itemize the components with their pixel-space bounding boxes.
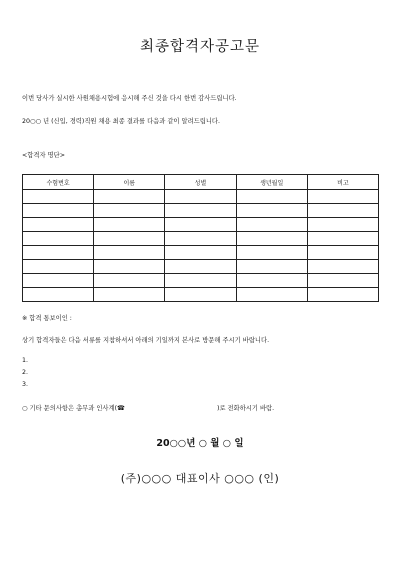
table-row	[23, 218, 379, 232]
table-cell	[307, 204, 378, 218]
table-cell	[236, 232, 307, 246]
intro-line-1: 이번 당사가 실시한 사원채용시험에 응시해 주신 것을 다시 한번 감사드립니다.	[22, 95, 237, 102]
document-item: 1.	[22, 357, 29, 364]
table-cell	[236, 246, 307, 260]
notice-heading: ※ 합격 통보이인 :	[22, 315, 72, 322]
document-item: 2.	[22, 369, 29, 376]
table-cell	[307, 274, 378, 288]
table-cell	[236, 288, 307, 302]
result-table	[22, 174, 379, 302]
table-cell	[165, 218, 236, 232]
table-row	[23, 190, 379, 204]
contact-prefix: ○ 기타 문의사항은 총무과 인사계(☎	[22, 405, 125, 412]
header-gender: 성별	[165, 175, 236, 190]
table-cell	[94, 190, 165, 204]
intro-line-2: 20○○ 년 (신입, 경력)직원 채용 최종 결과를 다음과 같이 알려드립니다.	[22, 118, 221, 125]
table-cell	[307, 190, 378, 204]
instruction-text: 상기 합격자들은 다음 서류를 지참하셔서 아래의 기일까지 본사로 방문해 주시기 바랍니다.	[22, 337, 270, 344]
page-title: 최종합격자공고문	[139, 39, 261, 55]
table-cell	[23, 288, 94, 302]
contact-suffix: )로 전화하시기 바람.	[217, 405, 275, 412]
table-cell	[94, 274, 165, 288]
table-cell	[23, 260, 94, 274]
table-row	[23, 274, 379, 288]
table-cell	[23, 246, 94, 260]
table-cell	[23, 274, 94, 288]
table-cell	[94, 204, 165, 218]
table-cell	[94, 232, 165, 246]
company-signature: (주)○○○ 대표이사 ○○○ (인)	[120, 472, 280, 485]
table-row	[23, 246, 379, 260]
table-cell	[165, 246, 236, 260]
table-cell	[165, 190, 236, 204]
table-cell	[307, 218, 378, 232]
table-cell	[94, 218, 165, 232]
table-cell	[94, 260, 165, 274]
list-heading: <합격자 명단>	[22, 152, 65, 159]
table-cell	[165, 232, 236, 246]
table-cell	[307, 246, 378, 260]
table-cell	[94, 246, 165, 260]
table-header-row	[23, 175, 379, 190]
table-cell	[307, 260, 378, 274]
table-cell	[165, 260, 236, 274]
table-row	[23, 204, 379, 218]
announcement-date: 20○○년 ○ 월 ○ 일	[156, 438, 244, 449]
table-cell	[165, 274, 236, 288]
header-remarks: 비고	[307, 175, 378, 190]
table-cell	[23, 218, 94, 232]
table-cell	[165, 288, 236, 302]
document-item: 3.	[22, 381, 29, 388]
table-cell	[307, 288, 378, 302]
table-cell	[23, 232, 94, 246]
header-birthdate: 생년월일	[236, 175, 307, 190]
table-cell	[236, 218, 307, 232]
table-row	[23, 232, 379, 246]
header-name: 이름	[94, 175, 165, 190]
table-row	[23, 260, 379, 274]
table-cell	[307, 232, 378, 246]
table-cell	[94, 288, 165, 302]
table-cell	[236, 204, 307, 218]
table-cell	[236, 260, 307, 274]
table-cell	[236, 190, 307, 204]
table-cell	[236, 274, 307, 288]
table-cell	[23, 204, 94, 218]
header-exam-number: 수험번호	[23, 175, 94, 190]
table-row	[23, 288, 379, 302]
table-cell	[165, 204, 236, 218]
table-cell	[23, 190, 94, 204]
